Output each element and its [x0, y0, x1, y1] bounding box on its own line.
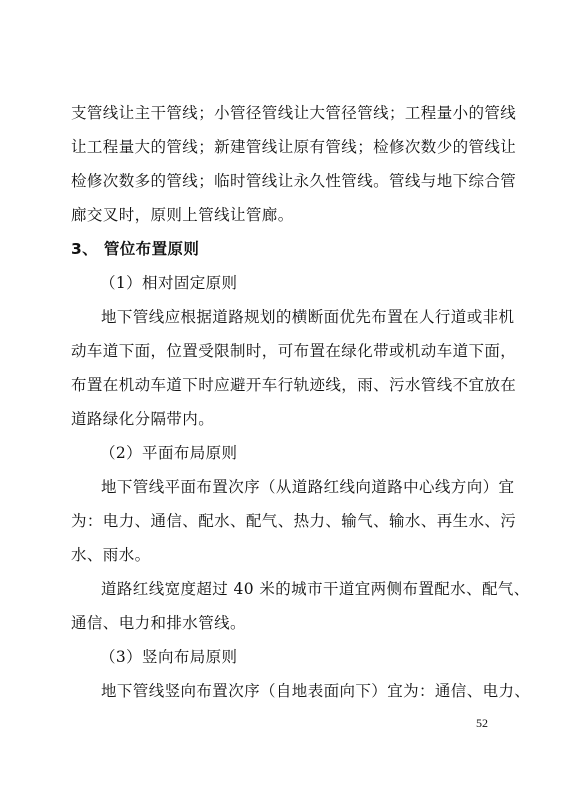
page-number: 52 [476, 716, 488, 730]
paragraph-2-line-1: 地下管线应根据道路规划的横断面优先布置在人行道或非机 [101, 308, 515, 326]
paragraph-3-line-1: 地下管线平面布置次序（从道路红线向道路中心线方向）宜 [101, 478, 515, 496]
paragraph-2-line-3: 布置在机动车道下时应避开车行轨迹线，雨、污水管线不宜放在 [71, 376, 517, 394]
paragraph-2-line-4: 道路绿化分隔带内。 [71, 410, 215, 428]
paragraph-5-line-1: 地下管线竖向布置次序（自地表面向下）宜为：通信、电力、 [101, 682, 531, 700]
subheading-relative-fixed: （1）相对固定原则 [100, 274, 238, 292]
section-heading: 3、 管位布置原则 [71, 240, 200, 258]
paragraph-1-line-1: 支管线让主干管线；小管径管线让大管径管线；工程量小的管线 [71, 104, 517, 122]
paragraph-4-line-1: 道路红线宽度超过 40 米的城市干道宜两侧布置配水、配气、 [101, 580, 530, 598]
subheading-plane-layout: （2）平面布局原则 [100, 444, 238, 462]
paragraph-1-line-2: 让工程量大的管线；新建管线让原有管线；检修次数少的管线让 [71, 138, 517, 156]
paragraph-2-line-2: 动车道下面，位置受限制时，可布置在绿化带或机动车道下面， [71, 342, 517, 360]
paragraph-3-line-2: 为：电力、通信、配水、配气、热力、输气、输水、再生水、污 [71, 512, 517, 530]
paragraph-4-line-2: 通信、电力和排水管线。 [71, 614, 246, 632]
paragraph-1-line-4: 廊交叉时，原则上管线让管廊。 [71, 206, 294, 224]
paragraph-1-line-3: 检修次数多的管线；临时管线让永久性管线。管线与地下综合管 [71, 172, 517, 190]
subheading-vertical-layout: （3）竖向布局原则 [100, 648, 238, 666]
paragraph-3-line-3: 水、雨水。 [71, 546, 151, 564]
